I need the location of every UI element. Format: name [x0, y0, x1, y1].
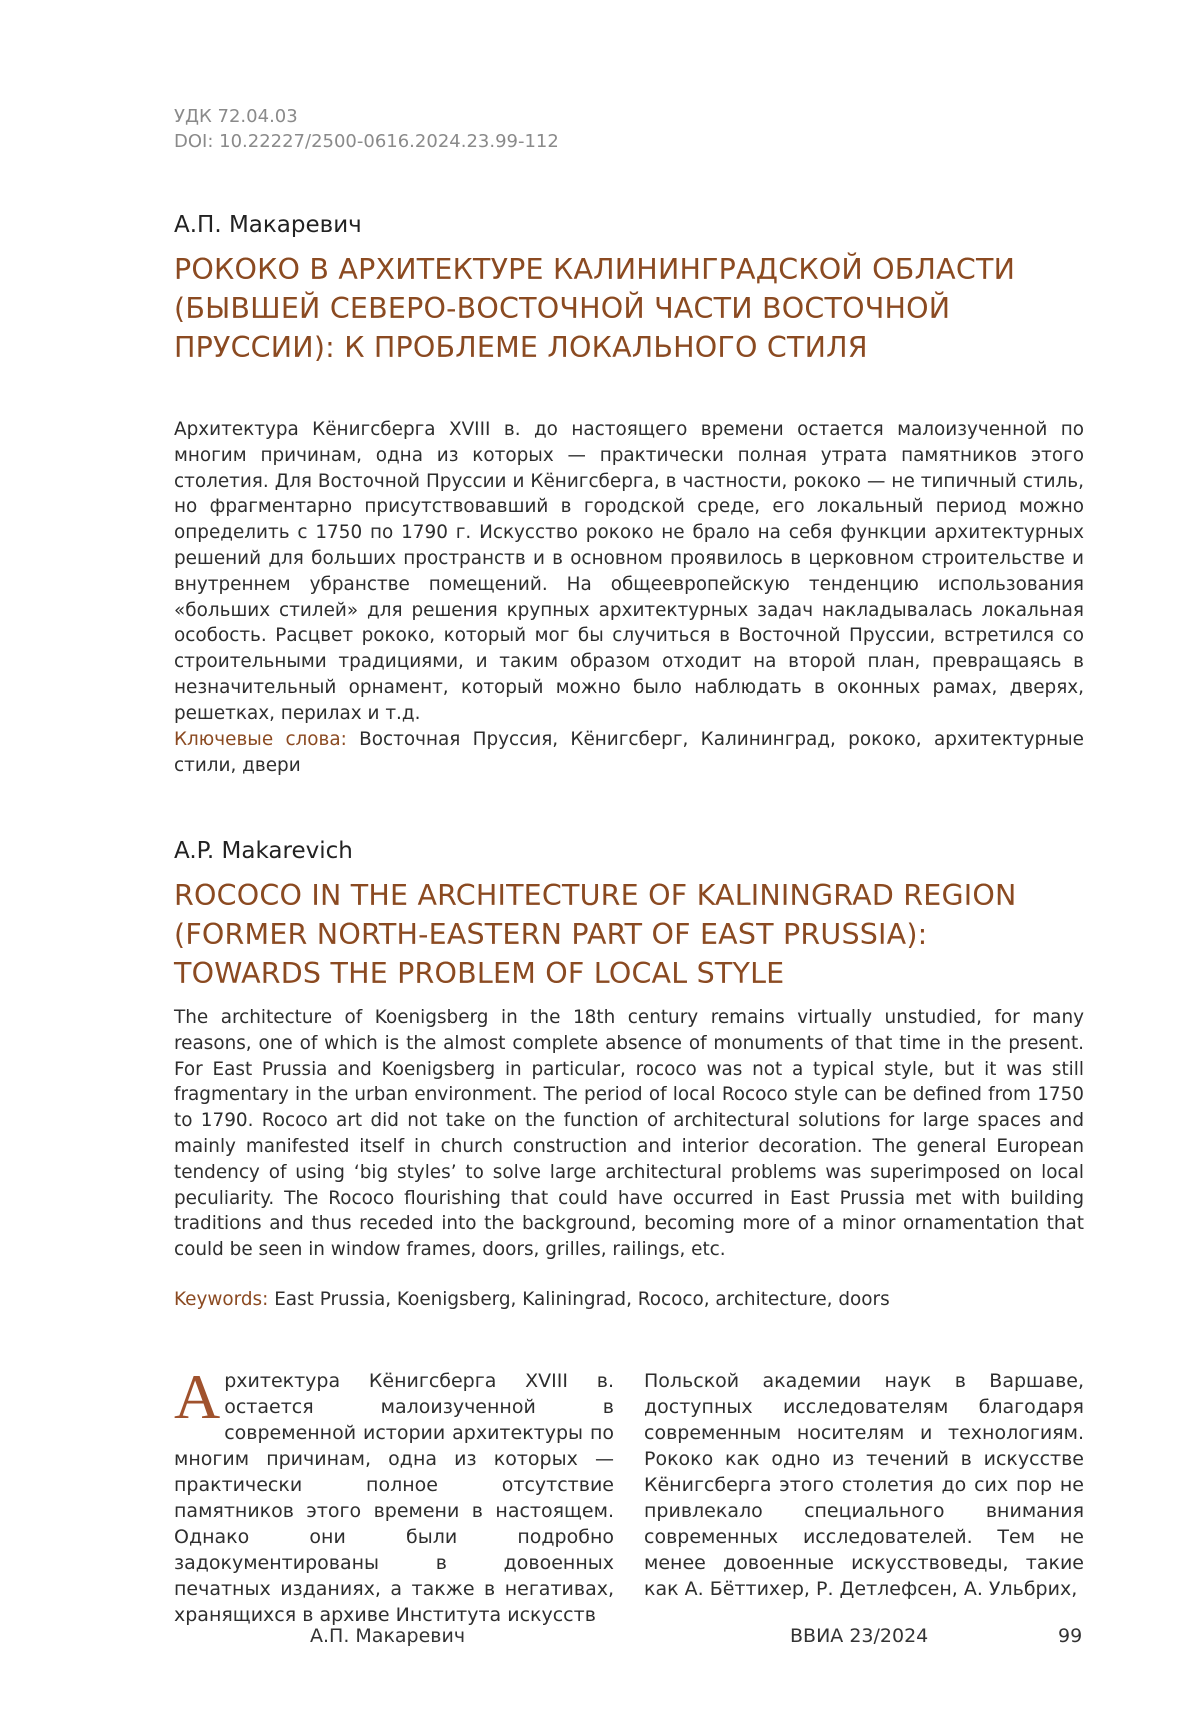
page-number: 99 [1058, 1625, 1083, 1647]
abstract-en: The architecture of Koenigsberg in the 18th century remains virtually unstudied, for many reasons, one of which is the almost complete absence of monuments of that time in the present. For East Prussia and Koenigsberg in particular, rococo was not a typical style, but it was still fragmentary in the urban environment. The period of local Rococo style can be defined from 1750 to 1790. Rococo art did not take on the function of architectural solutions for large spaces and mainly manifested itself in church construction and interior decoration. The general European tendency of using ‘big styles’ to solve large architectural problems was superimposed on local peculiarity. The Rococo flourishing that could have occurred in East Prussia met with building traditions and thus receded into the background, becoming more of a minor ornamentation that could be seen in window frames, doors, grilles, railings, etc. [174, 1007, 1084, 1261]
body-column-2: Польской академии наук в Варшаве, доступных исследователям благодаря современным носителям и технологиям. Рококо как одно из течений в искусстве Кёнигсберга этого столетия до сих пор не привлекало специального внимания современных исследователей. Тем не менее довоенные искусствоведы, такие как А. Бёттихер, Р. Детлефсен, А. Ульбрих, [644, 1370, 1084, 1600]
keywords-en [174, 1287, 1084, 1313]
drop-cap: А [174, 1361, 221, 1432]
keywords-text-en: East Prussia, Koenigsberg, Kaliningrad, Rococo, architecture, doors [274, 1289, 890, 1310]
footer-journal: ВВИА 23/2024 [790, 1625, 929, 1647]
doi: DOI: 10.22227/2500-0616.2024.23.99-112 [174, 131, 559, 152]
keywords-label-en: Keywords: [174, 1289, 269, 1310]
keywords-label-ru: Ключевые слова: [174, 729, 347, 750]
keywords-ru [174, 727, 1084, 779]
title-en: ROCOCO IN THE ARCHITECTURE OF KALININGRAD REGION (FORMER NORTH-EASTERN PART OF EAST PRUSSIA): TOWARDS THE PROBLEM OF LOCAL STYLE [174, 879, 1017, 990]
abstract-ru: Архитектура Кёнигсберга XVIII в. до настоящего времени остается малоизученной по многим причинам, одна из которых — практически полная утрата памятников этого столетия. Для Восточной Пруссии и Кёнигсберга, в частности, рококо — не типичный стиль, но фрагментарно присутствовавший в городской среде, его локальный период можно определить с 1750 по 1790 г. Искусство рококо не брало на себя функции архитектурных решений для больших пространств и в основном проявилось в церковном строительстве и внутреннем убранстве помещений. На общеевропейскую тенденцию использования «больших стилей» для решения крупных архитектурных задач накладывалась локальная особость. Расцвет рококо, который мог бы случиться в Восточной Пруссии, встретился со строительными традициями, и таким образом отходит на второй план, превращаясь в незначительный орнамент, который можно было наблюдать в оконных рамах, дверях, решетках, перилах и т.д. [174, 419, 1084, 724]
title-ru: РОКОКО В АРХИТЕКТУРЕ КАЛИНИНГРАДСКОЙ ОБЛАСТИ (БЫВШЕЙ СЕВЕРО-ВОСТОЧНОЙ ЧАСТИ ВОСТОЧНОЙ ПРУССИИ): К ПРОБЛЕМЕ ЛОКАЛЬНОГО СТИЛЯ [174, 253, 1016, 364]
author-ru: А.П. Макаревич [174, 212, 362, 238]
udk-code: УДК 72.04.03 [174, 106, 298, 127]
article-metadata [174, 104, 559, 154]
footer-author: А.П. Макаревич [310, 1625, 466, 1647]
author-en: A.P. Makarevich [174, 838, 353, 864]
body-column-1 [174, 1361, 614, 1628]
body-column-1-text: рхитектура Кёнигсберга XVIII в. остается малоизученной в современной истории архитектуры по многим причинам, одна из которых — практически полное отсутствие памятников этого времени в настоящем. Однако они были подробно задокументированы в довоенных печатных изданиях, а также в негативах, хранящихся в архиве Института искусств [174, 1370, 614, 1626]
keywords-text-ru: Восточная Пруссия, Кёнигсберг, Калининград, рококо, архитектурные стили, двери [174, 729, 1084, 776]
